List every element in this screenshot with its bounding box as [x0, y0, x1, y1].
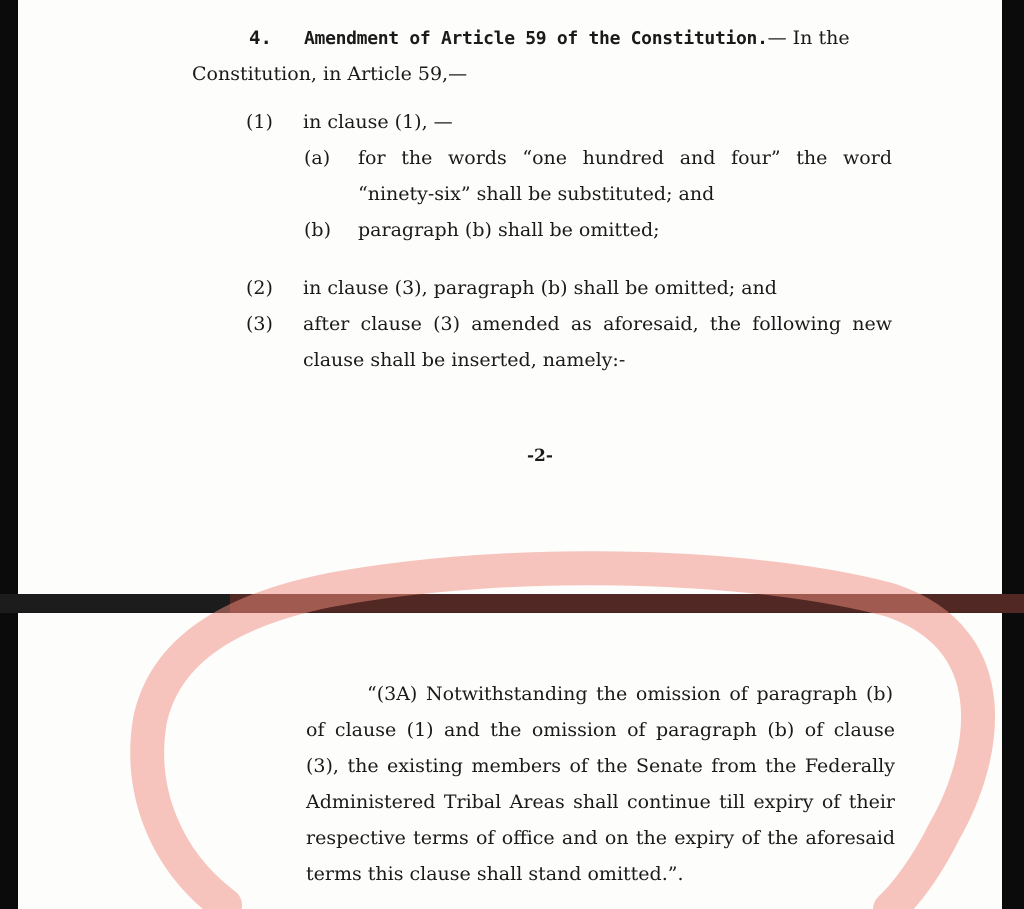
inserted-clause-line-2: of clause (1) and the omission of paragraph (b) of clause [306, 719, 895, 741]
highlight-strip [230, 594, 1024, 613]
clause-3-line-2: clause shall be inserted, namely:- [303, 349, 626, 371]
section-title-rest: — In the [767, 27, 850, 49]
section-number: 4. [249, 27, 272, 49]
clause-b-text: paragraph (b) shall be omitted; [358, 219, 660, 241]
inserted-clause-line-4: Administered Tribal Areas shall continue till expiry of their [306, 791, 895, 813]
clause-3-number: (3) [246, 313, 273, 335]
clause-2-number: (2) [246, 277, 273, 299]
inserted-clause-line-1: “(3A) Notwithstanding the omission of paragraph (b) [367, 683, 893, 705]
clause-2-text: in clause (3), paragraph (b) shall be omitted; and [303, 277, 777, 299]
inserted-clause-line-3: (3), the existing members of the Senate from the Federally [306, 755, 895, 777]
section-line-2: Constitution, in Article 59,— [192, 63, 468, 85]
clause-a-number: (a) [304, 147, 331, 169]
clause-a-line-2: “ninety-six” shall be substituted; and [358, 183, 715, 205]
clause-1-text: in clause (1), — [303, 111, 453, 133]
clause-a-line-1: for the words “one hundred and four” the word [358, 147, 892, 169]
section-heading [304, 20, 850, 57]
clause-1-number: (1) [246, 111, 273, 133]
page-number: -2- [527, 446, 553, 466]
clause-b-number: (b) [304, 219, 331, 241]
inserted-clause-line-6: terms this clause shall stand omitted.”. [306, 863, 684, 885]
page-divider [0, 594, 1024, 613]
clause-3-line-1: after clause (3) amended as aforesaid, the following new [303, 313, 892, 335]
inserted-clause-line-5: respective terms of office and on the expiry of the aforesaid [306, 827, 895, 849]
section-title: Amendment of Article 59 of the Constitution. [304, 28, 768, 49]
